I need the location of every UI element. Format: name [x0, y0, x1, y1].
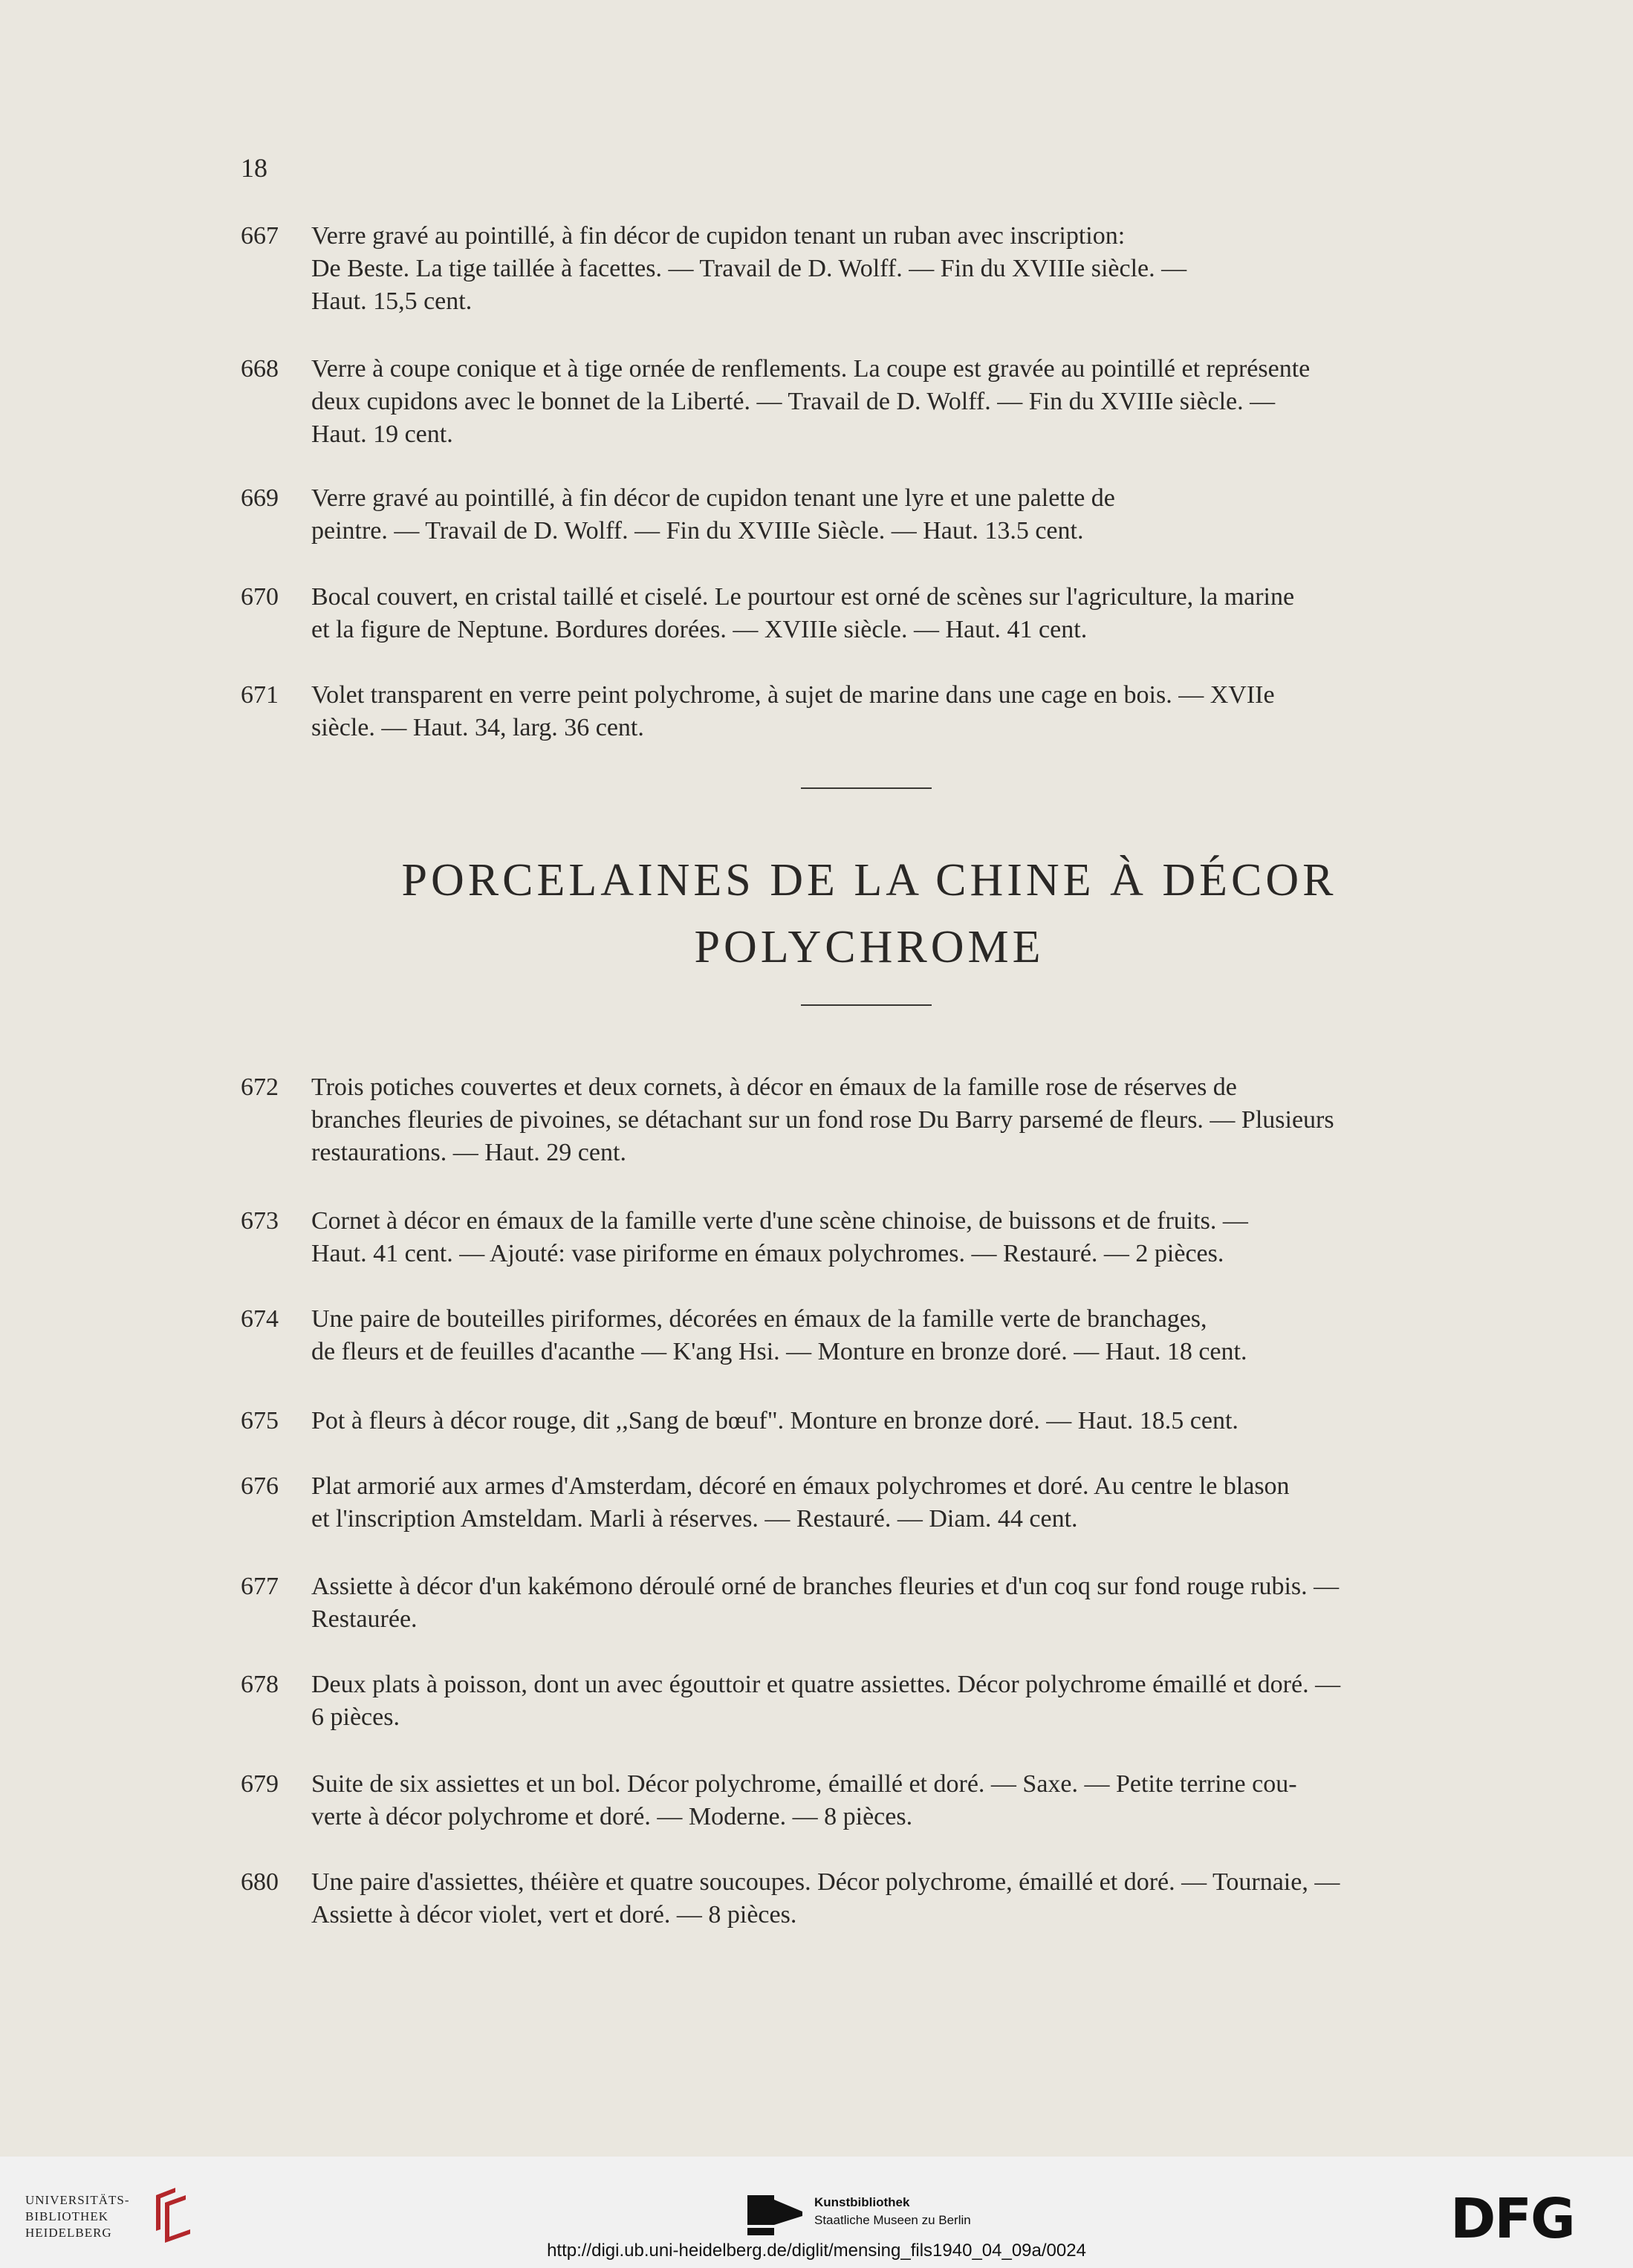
catalog-entry-669	[241, 482, 1498, 547]
catalog-entry-675	[241, 1405, 1498, 1437]
entry-line: siècle. — Haut. 34, larg. 36 cent.	[311, 714, 644, 741]
entry-number: 676	[241, 1472, 279, 1500]
catalog-entry-670	[241, 581, 1498, 646]
entry-line: Assiette à décor violet, vert et doré. — 8 pièces.	[311, 1901, 797, 1929]
entry-line: Deux plats à poisson, dont un avec égouttoir et quatre assiettes. Décor polychrome émaillé et doré. —	[311, 1671, 1341, 1698]
entry-number: 677	[241, 1573, 279, 1600]
kunstbibliothek-subtitle: Staatliche Museen zu Berlin	[814, 2213, 971, 2227]
ub-line: UNIVERSITÄTS-	[25, 2193, 130, 2207]
entry-number: 673	[241, 1207, 279, 1235]
entry-line: 6 pièces.	[311, 1703, 400, 1731]
dfg-logo: DFG	[1450, 2187, 1574, 2251]
entry-line: De Beste. La tige taillée à facettes. — Travail de D. Wolff. — Fin du XVIIIe siècle. —	[311, 255, 1187, 282]
entry-number: 678	[241, 1671, 279, 1698]
entry-line: peintre. — Travail de D. Wolff. — Fin du XVIIIe Siècle. — Haut. 13.5 cent.	[311, 517, 1084, 545]
entry-line: Verre gravé au pointillé, à fin décor de cupidon tenant un ruban avec inscription:	[311, 222, 1126, 250]
entry-line: de fleurs et de feuilles d'acanthe — K'ang Hsi. — Monture en bronze doré. — Haut. 18 cent.	[311, 1338, 1247, 1365]
footer-bar	[0, 2157, 1633, 2268]
entry-number: 669	[241, 484, 279, 512]
catalog-entry-668	[241, 353, 1498, 451]
catalog-entry-672	[241, 1071, 1498, 1169]
entry-line: Cornet à décor en émaux de la famille verte d'une scène chinoise, de buissons et de fruits. —	[311, 1207, 1248, 1235]
entry-line: Une paire d'assiettes, théière et quatre soucoupes. Décor polychrome, émaillé et doré. — Tournaie, —	[311, 1868, 1340, 1896]
kunstbibliothek-logo-icon	[747, 2195, 802, 2240]
entry-line: Assiette à décor d'un kakémono déroulé orné de branches fleuries et d'un coq sur fond rouge rubis. —	[311, 1573, 1340, 1600]
ub-line: BIBLIOTHEK	[25, 2209, 108, 2223]
entry-number: 674	[241, 1305, 279, 1333]
catalog-entry-667	[241, 220, 1498, 318]
kunstbibliothek-text	[814, 2194, 971, 2229]
entry-number: 680	[241, 1868, 279, 1896]
entry-number: 675	[241, 1407, 279, 1434]
section-heading-line-1: PORCELAINES DE LA CHINE À DÉCOR	[401, 855, 1337, 906]
entry-line: Haut. 15,5 cent.	[311, 287, 473, 315]
entry-line: Haut. 19 cent.	[311, 420, 453, 448]
entry-line: Restaurée.	[311, 1605, 418, 1633]
catalog-entry-673	[241, 1205, 1498, 1270]
catalog-entry-674	[241, 1303, 1498, 1368]
catalog-entry-676	[241, 1470, 1498, 1536]
entry-number: 668	[241, 355, 279, 383]
entry-line: et l'inscription Amsteldam. Marli à réserves. — Restauré. — Diam. 44 cent.	[311, 1505, 1078, 1533]
entry-line: Volet transparent en verre peint polychrome, à sujet de marine dans une cage en bois. — XVIIe	[311, 681, 1275, 709]
entry-number: 667	[241, 222, 279, 250]
entry-line: Suite de six assiettes et un bol. Décor polychrome, émaillé et doré. — Saxe. — Petite terrine cou-	[311, 1770, 1297, 1798]
catalog-entry-680	[241, 1866, 1498, 1931]
source-url-link[interactable]: http://digi.ub.uni-heidelberg.de/diglit/mensing_fils1940_04_09a/0024	[547, 2241, 1086, 2261]
ub-heidelberg-text	[25, 2192, 130, 2241]
entry-line: Bocal couvert, en cristal taillé et ciselé. Le pourtour est orné de scènes sur l'agriculture, la marine	[311, 583, 1295, 611]
ub-line: HEIDELBERG	[25, 2226, 112, 2240]
ub-heidelberg-logo-icon	[149, 2185, 198, 2246]
entry-line: Verre gravé au pointillé, à fin décor de cupidon tenant une lyre et une palette de	[311, 484, 1115, 512]
entry-line: et la figure de Neptune. Bordures dorées. — XVIIIe siècle. — Haut. 41 cent.	[311, 616, 1088, 643]
entry-line: verte à décor polychrome et doré. — Moderne. — 8 pièces.	[311, 1803, 913, 1830]
entry-line: deux cupidons avec le bonnet de la Liberté. — Travail de D. Wolff. — Fin du XVIIIe siècle. —	[311, 388, 1276, 415]
entry-number: 671	[241, 681, 279, 709]
section-divider-bottom	[801, 1004, 932, 1006]
entry-line: branches fleuries de pivoines, se détachant sur un fond rose Du Barry parsemé de fleurs. — Plusieurs	[311, 1106, 1334, 1134]
catalog-entry-678	[241, 1668, 1498, 1734]
entry-line: Haut. 41 cent. — Ajouté: vase piriforme en émaux polychromes. — Restauré. — 2 pièces.	[311, 1240, 1224, 1267]
page-number: 18	[241, 153, 267, 183]
entry-line: Verre à coupe conique et à tige ornée de renflements. La coupe est gravée au pointillé et représente	[311, 355, 1311, 383]
entry-line: Une paire de bouteilles piriformes, décorées en émaux de la famille verte de branchages,	[311, 1305, 1207, 1333]
entry-line: Plat armorié aux armes d'Amsterdam, décoré en émaux polychromes et doré. Au centre le blason	[311, 1472, 1290, 1500]
entry-number: 679	[241, 1770, 279, 1798]
section-divider-top	[801, 787, 932, 789]
entry-number: 672	[241, 1073, 279, 1101]
entry-number: 670	[241, 583, 279, 611]
entry-line: restaurations. — Haut. 29 cent.	[311, 1139, 626, 1166]
section-heading-line-2: POLYCHROME	[694, 922, 1045, 972]
kunstbibliothek-title: Kunstbibliothek	[814, 2195, 910, 2209]
catalog-entry-671	[241, 679, 1498, 744]
entry-line: Pot à fleurs à décor rouge, dit ,,Sang de bœuf". Monture en bronze doré. — Haut. 18.5 cent.	[311, 1407, 1238, 1434]
catalog-entry-677	[241, 1570, 1498, 1636]
catalog-entry-679	[241, 1768, 1498, 1833]
entry-line: Trois potiches couvertes et deux cornets, à décor en émaux de la famille rose de réserves de	[311, 1073, 1237, 1101]
